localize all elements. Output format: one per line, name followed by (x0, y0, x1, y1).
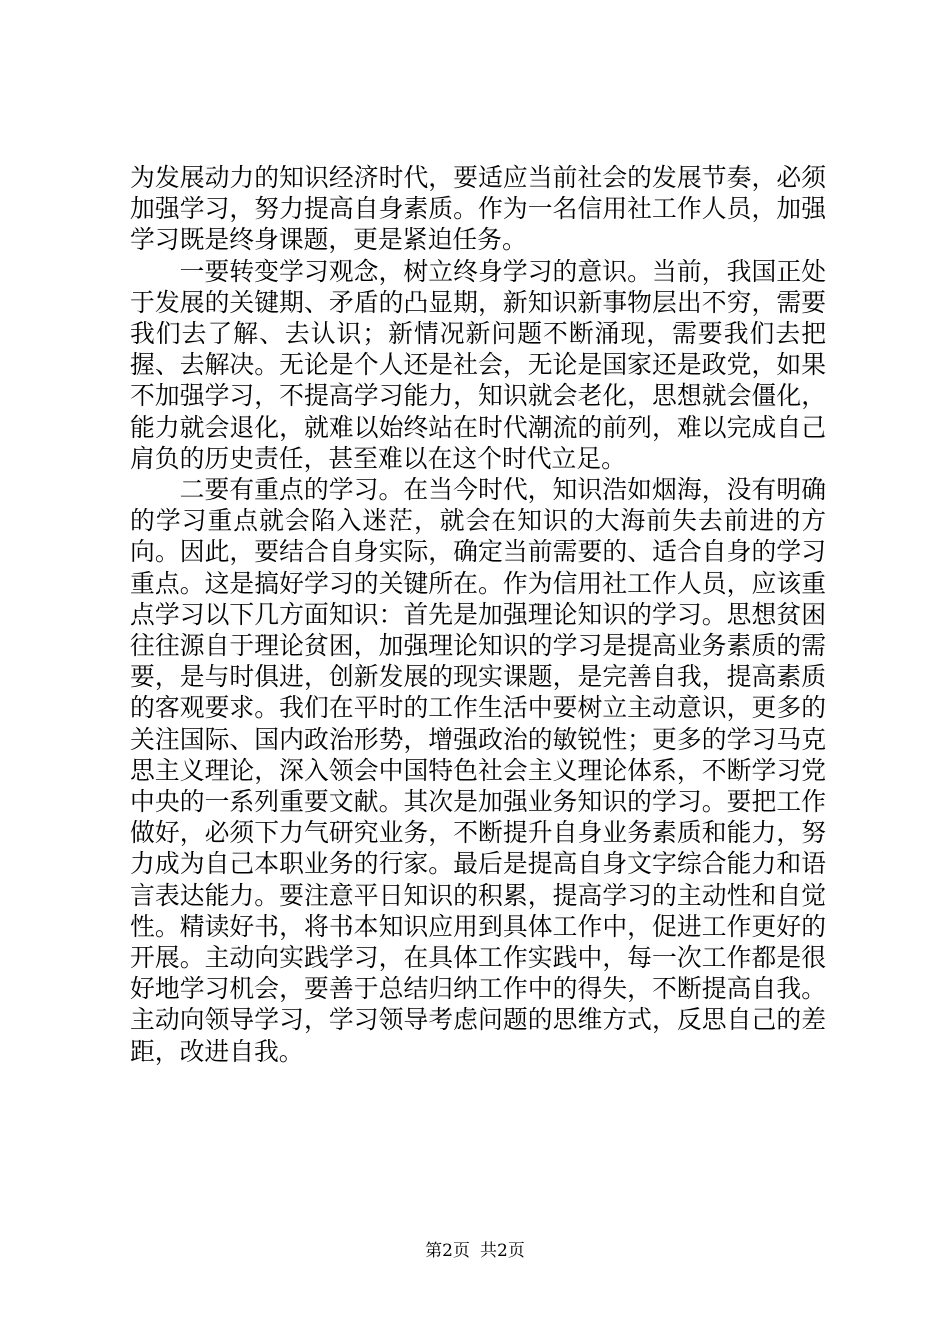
paragraph-2: 一要转变学习观念，树立终身学习的意识。当前，我国正处于发展的关键期、矛盾的凸显期，新知识新事物层出不穷，需要我们去了解、去认识；新情况新问题不断涌现，需要我们去把握、去解决。无论是个人还是社会，无论是国家还是政党，如果不加强学习，不提高学习能力，知识就会老化，思想就会僵化，能力就会退化，就难以始终站在时代潮流的前列，难以完成自己肩负的历史责任，甚至难以在这个时代立足。 (130, 256, 826, 473)
paragraph-3: 二要有重点的学习。在当今时代，知识浩如烟海，没有明确的学习重点就会陷入迷茫，就会在知识的大海前失去前进的方向。因此，要结合自身实际，确定当前需要的、适合自身的学习重点。这是搞好学习的关键所在。作为信用社工作人员，应该重点学习以下几方面知识：首先是加强理论知识的学习。思想贫困往往源自于理论贫困，加强理论知识的学习是提高业务素质的需要，是与时俱进，创新发展的现实课题，是完善自我，提高素质的客观要求。我们在平时的工作生活中要树立主动意识，更多的关注国际、国内政治形势，增强政治的敏锐性；更多的学习马克思主义理论，深入领会中国特色社会主义理论体系，不断学习党中央的一系列重要文献。其次是加强业务知识的学习。要把工作做好，必须下力气研究业务，不断提升自身业务素质和能力，努力成为自己本职业务的行家。最后是提高自身文字综合能力和语言表达能力。要注意平日知识的积累，提高学习的主动性和自觉性。精读好书，将书本知识应用到具体工作中，促进工作更好的开展。主动向实践学习，在具体工作实践中，每一次工作都是很好地学习机会，要善于总结归纳工作中的得失，不断提高自我。主动向领导学习，学习领导考虑问题的思维方式，反思自己的差距，改进自我。 (130, 475, 826, 1066)
page-number: 第2页 (425, 1241, 470, 1261)
page-footer (0, 1240, 950, 1262)
page-total: 共2页 (480, 1241, 525, 1261)
paragraph-1: 为发展动力的知识经济时代，要适应当前社会的发展节奏，必须加强学习，努力提高自身素质。作为一名信用社工作人员，加强学习既是终身课题，更是紧迫任务。 (130, 163, 826, 255)
body-text (130, 162, 826, 1067)
